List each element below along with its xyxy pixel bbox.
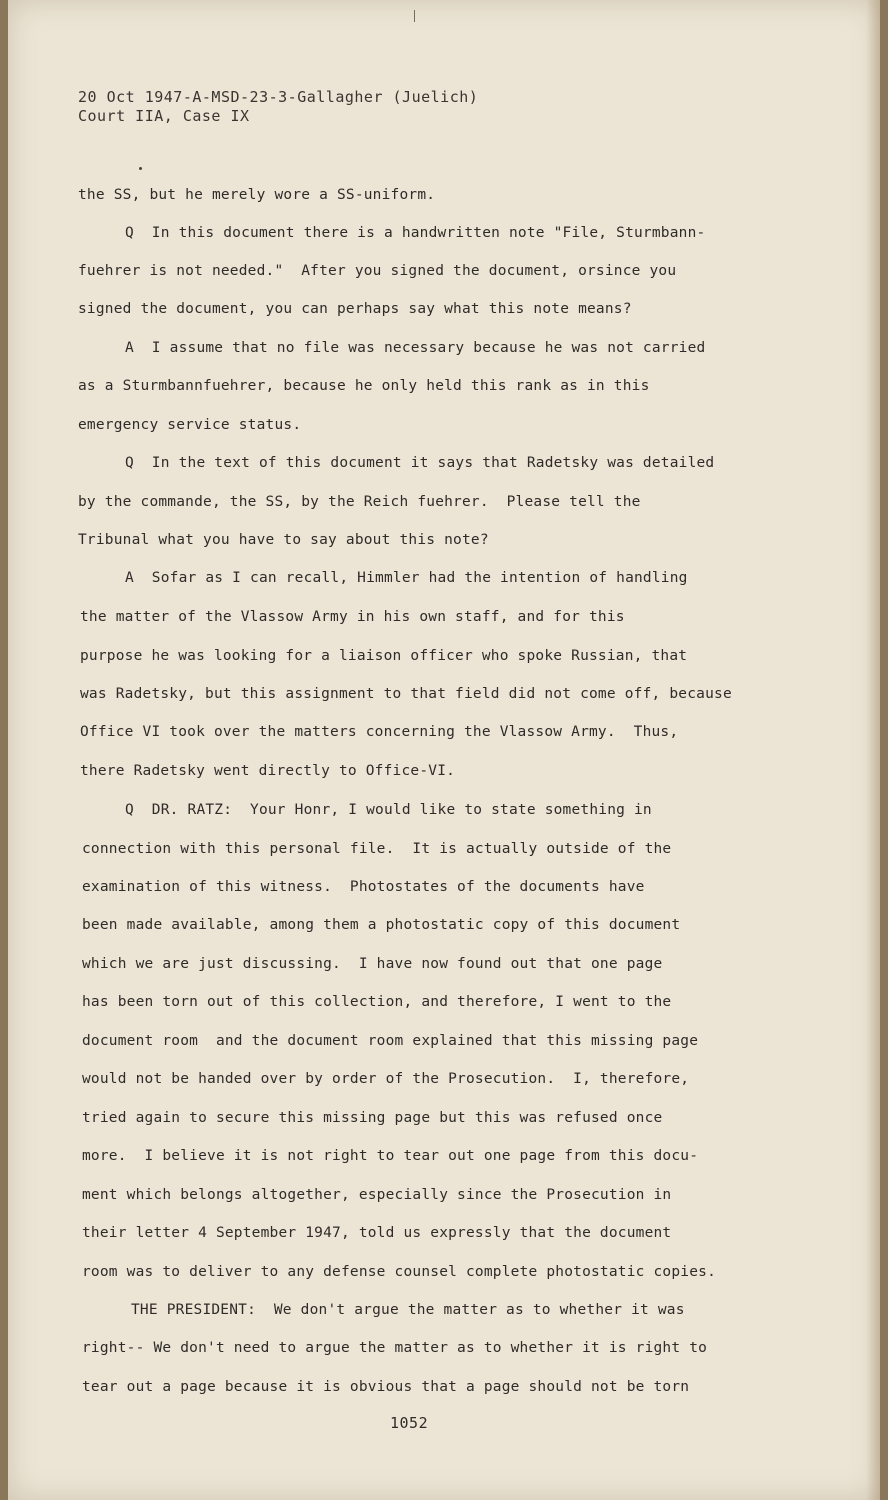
document-header [78, 88, 478, 126]
text-line: THE PRESIDENT: We don't argue the matter as to whether it was [131, 1302, 685, 1318]
header-line-1: 20 Oct 1947-A-MSD-23-3-Gallagher (Juelich) [78, 88, 479, 106]
text-line: has been torn out of this collection, and therefore, I went to the [82, 994, 672, 1010]
text-line: signed the document, you can perhaps say what this note means? [78, 301, 632, 317]
text-line: A I assume that no file was necessary because he was not carried [125, 340, 706, 356]
text-line: there Radetsky went directly to Office-VI. [80, 763, 456, 779]
page-number: 1052 [390, 1414, 429, 1432]
text-line: emergency service status. [78, 417, 302, 433]
text-line: ment which belongs altogether, especially since the Prosecution in [82, 1187, 672, 1203]
text-line: the matter of the Vlassow Army in his own staff, and for this [80, 609, 625, 625]
text-line: their letter 4 September 1947, told us expressly that the document [82, 1225, 672, 1241]
text-line: connection with this personal file. It is actually outside of the [82, 841, 672, 857]
text-line: been made available, among them a photostatic copy of this document [82, 917, 681, 933]
text-line: examination of this witness. Photostates of the documents have [82, 879, 645, 895]
text-line: Q DR. RATZ: Your Honr, I would like to state something in [125, 802, 652, 818]
document-page [8, 0, 880, 1500]
text-line: fuehrer is not needed." After you signed the document, orsince you [78, 263, 677, 279]
text-line: Tribunal what you have to say about this note? [78, 532, 489, 548]
text-line: Q In the text of this document it says that Radetsky was detailed [125, 455, 715, 471]
text-line: as a Sturmbannfuehrer, because he only held this rank as in this [78, 378, 650, 394]
page-edge-shadow [866, 0, 880, 1500]
text-line: tear out a page because it is obvious that a page should not be torn [82, 1379, 690, 1395]
text-line: more. I believe it is not right to tear out one page from this docu- [82, 1148, 699, 1164]
text-line: was Radetsky, but this assignment to that field did not come off, because [80, 686, 732, 702]
text-line: room was to deliver to any defense counsel complete photostatic copies. [82, 1264, 717, 1280]
text-line: document room and the document room explained that this missing page [82, 1033, 699, 1049]
text-line: purpose he was looking for a liaison officer who spoke Russian, that [80, 648, 688, 664]
text-line: by the commande, the SS, by the Reich fuehrer. Please tell the [78, 494, 641, 510]
text-line: Office VI took over the matters concerning the Vlassow Army. Thus, [80, 724, 679, 740]
text-line: A Sofar as I can recall, Himmler had the intention of handling [125, 570, 688, 586]
text-line: Q In this document there is a handwritten note "File, Sturmbann- [125, 225, 706, 241]
text-line: the SS, but he merely wore a SS-uniform. [78, 187, 436, 203]
header-line-2: Court IIA, Case IX [78, 107, 250, 125]
text-line: would not be handed over by order of the Prosecution. I, therefore, [82, 1071, 690, 1087]
text-line: tried again to secure this missing page but this was refused once [82, 1110, 663, 1126]
text-line: which we are just discussing. I have now found out that one page [82, 956, 663, 972]
paper-mark [414, 10, 415, 22]
text-line: right-- We don't need to argue the matter as to whether it is right to [82, 1340, 708, 1356]
stray-mark [139, 167, 142, 170]
